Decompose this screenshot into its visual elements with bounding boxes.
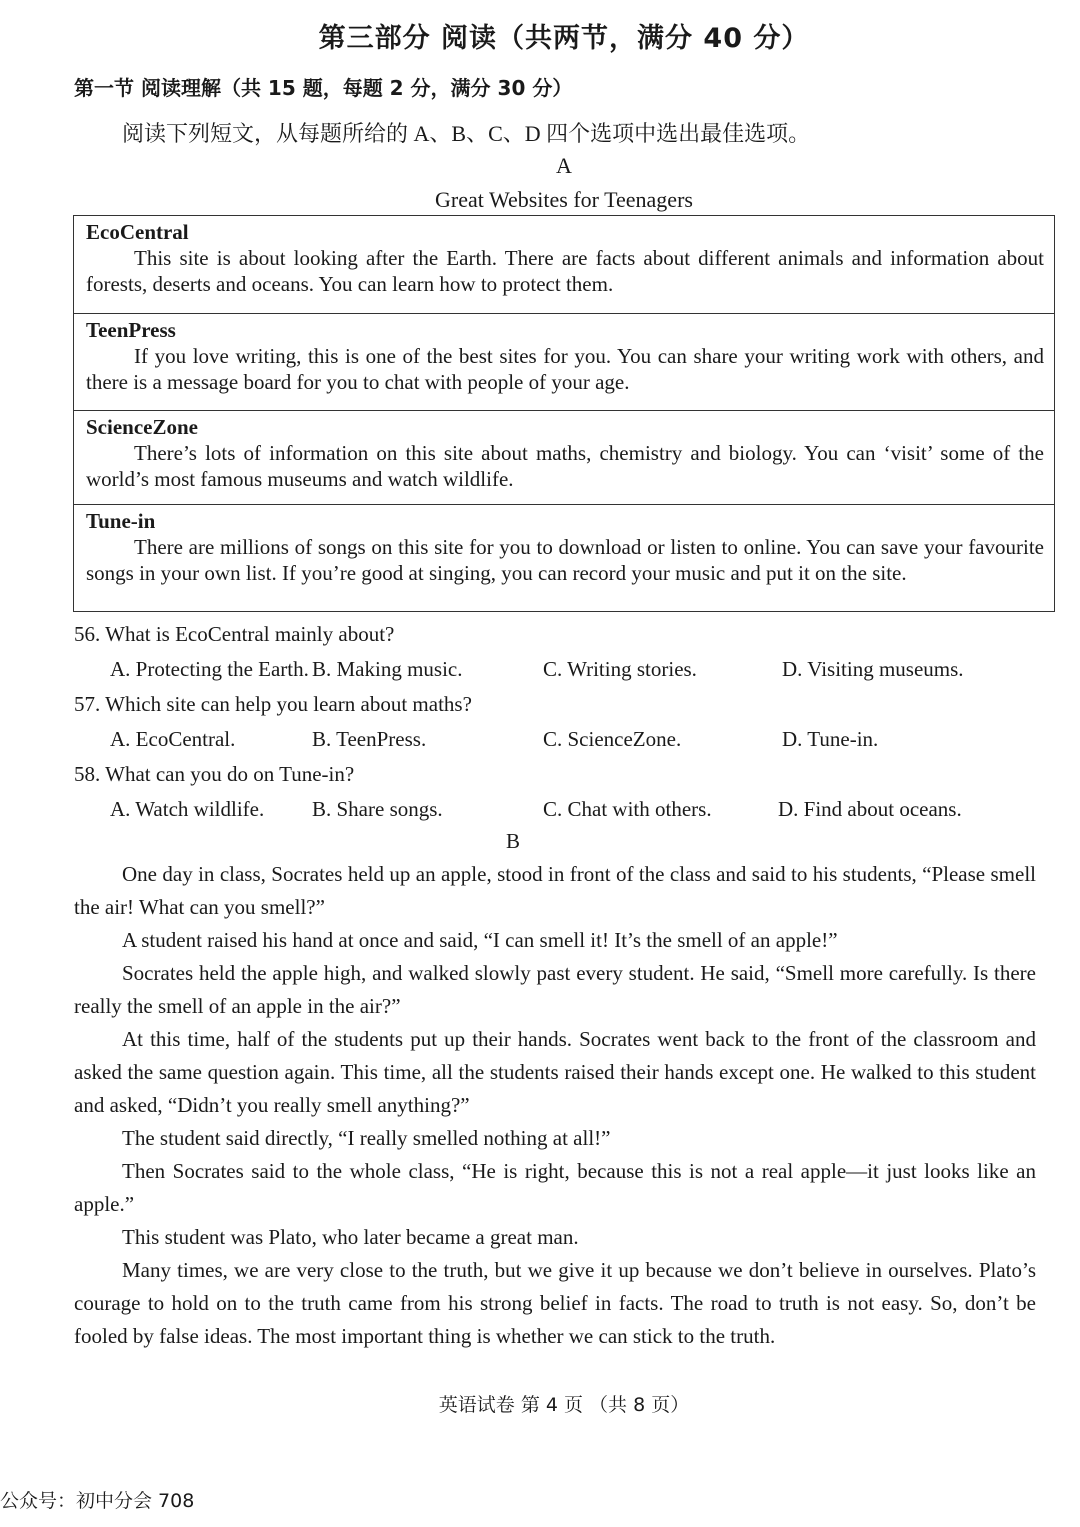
site-desc: There are millions of songs on this site for you to download or listen to online. You can save your favourite songs in your own list. If you’re good at singing, you can record your music and put it on the site. bbox=[86, 535, 1044, 585]
page-footer: 英语试卷 第 4 页 （共 8 页） bbox=[438, 1394, 690, 1416]
question-57-options bbox=[110, 727, 1060, 752]
websites-table bbox=[73, 215, 1055, 612]
paragraph: Socrates held the apple high, and walked slowly past every student. He said, “Smell more carefully. Is there really the smell of an apple in the air?” bbox=[74, 961, 1036, 1018]
option-c: C. Writing stories. bbox=[543, 657, 697, 681]
instruction: 阅读下列短文，从每题所给的 A、B、C、D 四个选项中选出最佳选项。 bbox=[122, 121, 811, 146]
option-b: B. Share songs. bbox=[312, 797, 443, 821]
paragraph: Then Socrates said to the whole class, “He is right, because this is not a real apple—it just looks like an apple.” bbox=[74, 1159, 1036, 1216]
question-56-options bbox=[110, 657, 1060, 682]
option-b: B. TeenPress. bbox=[312, 727, 427, 751]
paragraph: Many times, we are very close to the truth, but we give it up because we don’t believe in ourselves. Plato’s courage to hold on to the truth came from his strong belief in facts. The road to truth is not easy. So, don’t be fooled by false ideas. The most important thing is whether we can stick to the truth. bbox=[74, 1258, 1036, 1348]
paragraph: The student said directly, “I really smelled nothing at all!” bbox=[122, 1126, 611, 1150]
site-tune-in bbox=[74, 504, 1054, 610]
site-sciencezone bbox=[74, 410, 1054, 504]
site-name: ScienceZone bbox=[86, 415, 198, 439]
site-desc: This site is about looking after the Earth. There are facts about different animals and information about forests, deserts and oceans. You can learn how to protect them. bbox=[86, 246, 1044, 296]
option-d: D. Tune-in. bbox=[782, 727, 879, 751]
site-desc: If you love writing, this is one of the best sites for you. You can share your writing work with others, and there is a message board for you to chat with people of your age. bbox=[86, 344, 1044, 394]
question-58-options bbox=[110, 797, 1060, 822]
option-d: D. Find about oceans. bbox=[778, 797, 962, 821]
passage-b-letter: B bbox=[506, 829, 521, 853]
passage-a-letter: A bbox=[556, 153, 572, 178]
paragraph: A student raised his hand at once and said, “I can smell it! It’s the smell of an apple!” bbox=[122, 928, 838, 952]
page-title: 第三部分 阅读（共两节，满分 40 分） bbox=[318, 23, 810, 54]
paragraph: At this time, half of the students put up their hands. Socrates went back to the front of the classroom and asked the same question again. This time, all the students raised their hands except one. He walked to this student and asked, “Didn’t you really smell anything?” bbox=[74, 1027, 1036, 1117]
paragraph: This student was Plato, who later became a great man. bbox=[122, 1225, 579, 1249]
site-name: EcoCentral bbox=[86, 220, 189, 244]
site-name: TeenPress bbox=[86, 318, 176, 342]
section-heading: 第一节 阅读理解（共 15 题，每题 2 分，满分 30 分） bbox=[74, 76, 573, 100]
option-a: A. EcoCentral. bbox=[110, 727, 236, 751]
site-desc: There’s lots of information on this site about maths, chemistry and biology. You can ‘visit’ some of the world’s most famous museums and watch wildlife. bbox=[86, 441, 1044, 491]
paragraph: One day in class, Socrates held up an apple, stood in front of the class and said to his students, “Please smell the air! What can you smell?” bbox=[74, 862, 1036, 919]
site-name: Tune-in bbox=[86, 509, 156, 533]
passage-b bbox=[74, 858, 1036, 1353]
question-57: 57. Which site can help you learn about maths? bbox=[74, 692, 472, 716]
watermark: 公众号：初中分会 708 bbox=[0, 1490, 195, 1512]
question-58: 58. What can you do on Tune-in? bbox=[74, 762, 355, 786]
passage-a-title: Great Websites for Teenagers bbox=[435, 187, 693, 212]
option-c: C. Chat with others. bbox=[543, 797, 712, 821]
option-c: C. ScienceZone. bbox=[543, 727, 682, 751]
option-a: A. Protecting the Earth. bbox=[110, 657, 309, 681]
option-d: D. Visiting museums. bbox=[782, 657, 964, 681]
site-teenpress bbox=[74, 313, 1054, 410]
option-a: A. Watch wildlife. bbox=[110, 797, 265, 821]
site-ecocentral bbox=[74, 216, 1054, 313]
question-56: 56. What is EcoCentral mainly about? bbox=[74, 622, 395, 646]
option-b: B. Making music. bbox=[312, 657, 463, 681]
